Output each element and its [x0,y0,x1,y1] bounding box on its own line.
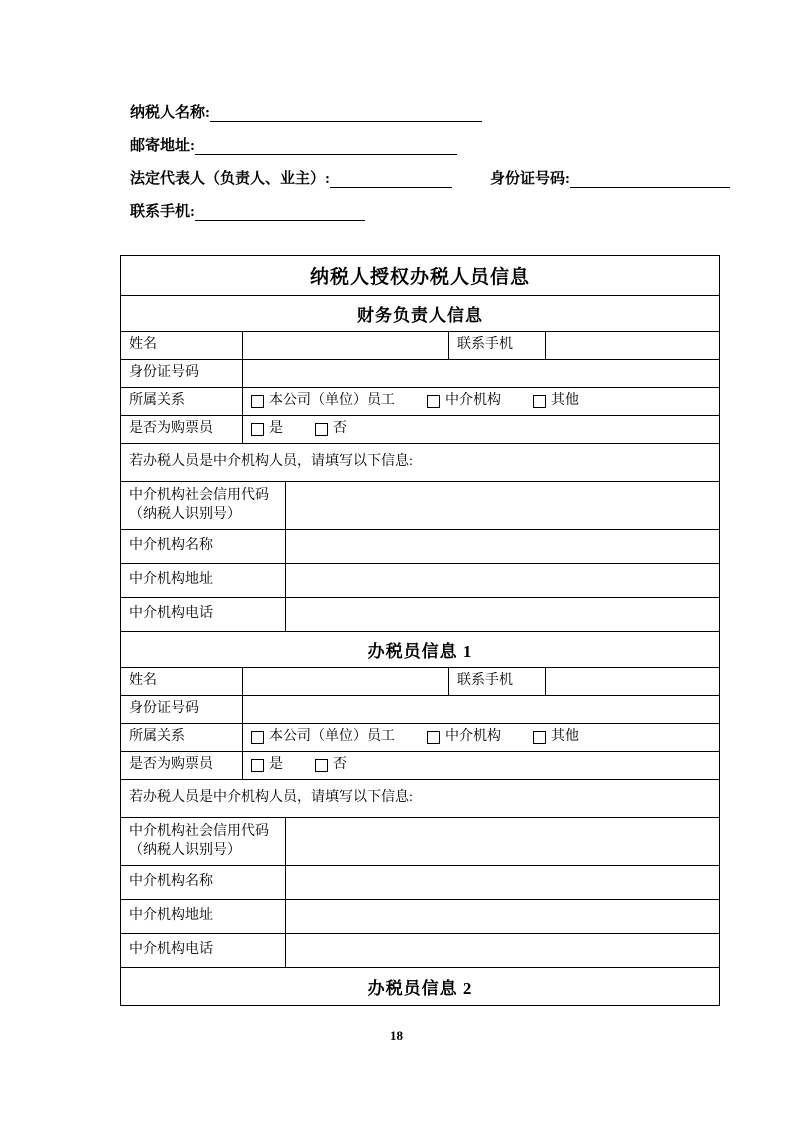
intermediary-credit-code-label: 中介机构社会信用代码（纳税人识别号） [121,818,286,865]
option-label: 是 [269,757,283,773]
contact-phone-label: 联系手机: [130,204,195,220]
checkbox-icon[interactable] [251,423,264,436]
id-number-label: 身份证号码: [490,171,570,187]
mailing-address-blank[interactable] [195,139,457,155]
section-financial-officer [121,296,719,632]
option-label: 本公司（单位）员工 [269,729,395,745]
intermediary-name-input-cell[interactable] [286,866,719,899]
intermediary-name-input-cell[interactable] [286,530,719,563]
option-label: 其他 [551,729,579,745]
header-fields [130,104,740,236]
id-number-label: 身份证号码 [121,696,243,723]
section-tax-clerk-1 [121,632,719,968]
taxpayer-name-blank[interactable] [210,106,482,122]
section-title: 办税员信息 1 [121,632,719,668]
option-other[interactable] [533,392,579,411]
intermediary-credit-code-input-cell[interactable] [286,482,719,529]
table-row [121,482,719,530]
legal-representative-label: 法定代表人（负责人、业主）: [130,171,330,187]
option-label: 否 [333,421,347,437]
option-company-employee[interactable] [251,728,395,747]
section-title: 办税员信息 2 [367,979,473,998]
table-row [121,564,719,598]
option-label: 否 [333,757,347,773]
ticket-purchaser-options [243,416,719,443]
field-mailing-address [130,137,740,155]
table-title: 纳税人授权办税人员信息 [121,256,719,296]
option-no[interactable] [315,420,347,439]
table-row [121,388,719,416]
relationship-options [243,388,719,415]
intermediary-phone-input-cell[interactable] [286,934,719,967]
table-row [121,934,719,968]
option-yes[interactable] [251,756,283,775]
section-title: 财务负责人信息 [121,296,719,332]
checkbox-icon[interactable] [315,423,328,436]
intermediary-name-label: 中介机构名称 [121,530,286,563]
id-number-input-cell[interactable] [243,696,719,723]
checkbox-icon[interactable] [251,395,264,408]
id-number-label: 身份证号码 [121,360,243,387]
checkbox-icon[interactable] [251,731,264,744]
option-intermediary[interactable] [427,728,501,747]
intermediary-address-input-cell[interactable] [286,564,719,597]
contact-phone-blank[interactable] [195,205,365,221]
ticket-purchaser-label: 是否为购票员 [121,752,243,779]
intermediary-note: 若办税人员是中介机构人员，请填写以下信息: [129,790,413,806]
table-row [121,668,719,696]
contact-phone-label: 联系手机 [449,668,546,695]
option-label: 中介机构 [445,729,501,745]
table-row [121,696,719,724]
legal-representative-blank[interactable] [330,172,452,188]
intermediary-phone-label: 中介机构电话 [121,934,286,967]
option-label: 本公司（单位）员工 [269,393,395,409]
option-label: 是 [269,421,283,437]
intermediary-phone-input-cell[interactable] [286,598,719,631]
table-row [121,818,719,866]
table-row [121,416,719,444]
checkbox-icon[interactable] [315,759,328,772]
field-taxpayer-name [130,104,740,122]
name-input-cell[interactable] [243,332,449,359]
ticket-purchaser-label: 是否为购票员 [121,416,243,443]
table-row [121,752,719,780]
name-input-cell[interactable] [243,668,449,695]
taxpayer-name-label: 纳税人名称: [130,105,210,121]
intermediary-credit-code-input-cell[interactable] [286,818,719,865]
option-label: 中介机构 [445,393,501,409]
relationship-label: 所属关系 [121,388,243,415]
checkbox-icon[interactable] [427,731,440,744]
id-number-blank[interactable] [570,172,730,188]
table-row [121,332,719,360]
table-row [121,444,719,482]
mailing-address-label: 邮寄地址: [130,138,195,154]
intermediary-name-label: 中介机构名称 [121,866,286,899]
intermediary-phone-label: 中介机构电话 [121,598,286,631]
ticket-purchaser-options [243,752,719,779]
id-number-input-cell[interactable] [243,360,719,387]
checkbox-icon[interactable] [427,395,440,408]
field-legal-representative [130,170,740,188]
option-company-employee[interactable] [251,392,395,411]
table-row [121,780,719,818]
intermediary-address-input-cell[interactable] [286,900,719,933]
checkbox-icon[interactable] [533,731,546,744]
option-no[interactable] [315,756,347,775]
option-intermediary[interactable] [427,392,501,411]
option-other[interactable] [533,728,579,747]
table-row [121,360,719,388]
field-contact-phone [130,203,740,221]
intermediary-address-label: 中介机构地址 [121,900,286,933]
contact-phone-input-cell[interactable] [546,668,719,695]
name-label: 姓名 [121,668,243,695]
table-row [121,866,719,900]
relationship-label: 所属关系 [121,724,243,751]
section-tax-clerk-2 [121,968,719,1005]
relationship-options [243,724,719,751]
checkbox-icon[interactable] [251,759,264,772]
name-label: 姓名 [121,332,243,359]
authorized-personnel-table [120,255,720,1006]
contact-phone-input-cell[interactable] [546,332,719,359]
checkbox-icon[interactable] [533,395,546,408]
intermediary-credit-code-label: 中介机构社会信用代码（纳税人识别号） [121,482,286,529]
option-yes[interactable] [251,420,283,439]
table-row [121,900,719,934]
table-row [121,724,719,752]
table-row [121,598,719,632]
contact-phone-label: 联系手机 [449,332,546,359]
intermediary-address-label: 中介机构地址 [121,564,286,597]
page-number: 18 [390,1028,403,1043]
intermediary-note: 若办税人员是中介机构人员，请填写以下信息: [129,454,413,470]
table-row [121,530,719,564]
option-label: 其他 [551,393,579,409]
